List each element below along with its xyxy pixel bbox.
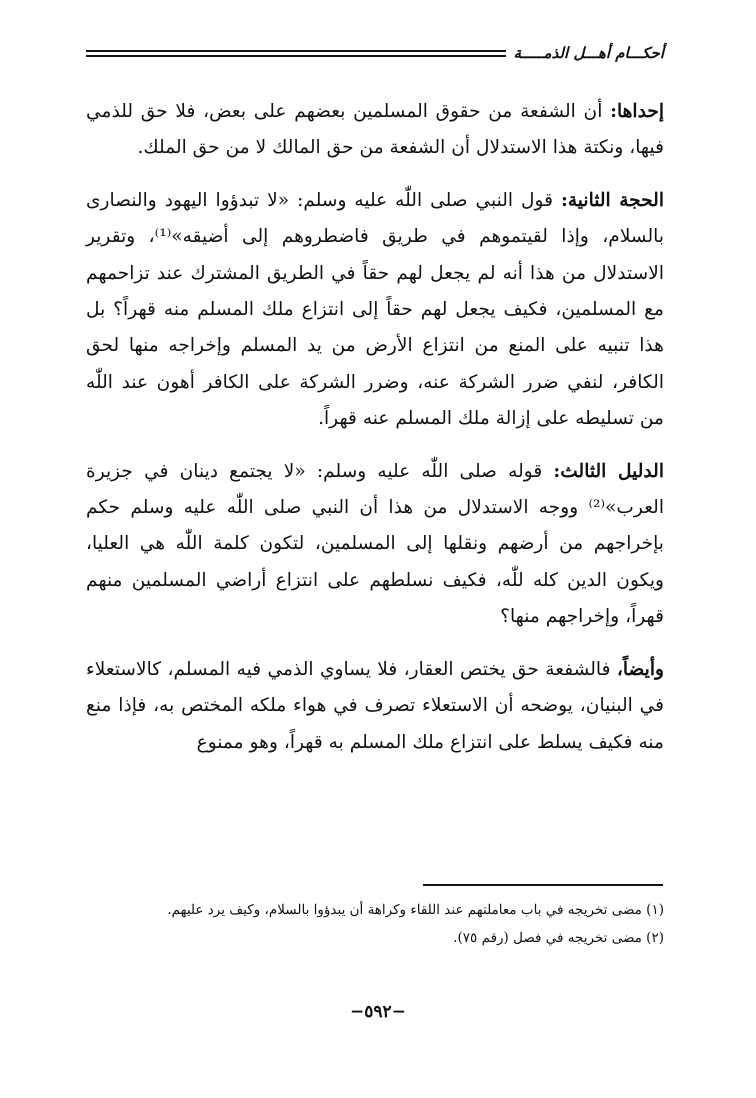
paragraph-text: قوله صلى اللّٰه عليه وسلم: «لا يجتمع دينان في جزيرة العرب»⁽²⁾ ووجه الاستدلال من هذا أن النبي صلى اللّٰه عليه وسلم حكم بإخراجهم من أرضهم ونقلها إلى المسلمين، لتكون كلمة اللّٰه هي العليا، ويكون الدين كله للّٰه، فكيف نسلطهم على انتزاع أراضي المسلمين منهم قهراً، وإخراجهم منها؟: [86, 460, 664, 628]
footnote-2: (٢) مضى تخريجه في فصل (رقم ٧٥).: [453, 930, 664, 946]
paragraph-lead: وأيضاً،: [616, 658, 664, 680]
page-header: [86, 44, 664, 62]
paragraph-second-proof: [86, 183, 664, 438]
paragraph-text: قول النبي صلى اللّٰه عليه وسلم: «لا تبدؤوا اليهود والنصارى بالسلام، وإذا لقيتموهم في طريق فاضطروهم إلى أضيقه»⁽¹⁾، وتقرير الاستدلال من هذا أنه لم يجعل لهم حقاً في الطريق المشترك عند تزاحمهم مع المسلمين، فكيف يجعل لهم حقاً إلى انتزاع ملك المسلم منه قهراً؟ بل هذا تنبيه على المنع من انتزاع الأرض من يد المسلم وإخراجه منها لحق الكافر، لنفي ضرر الشركة عنه، وضرر الشركة على الكافر أهون عند اللّٰه من تسليطه على إزالة ملك المسلم عنه قهراً.: [86, 189, 665, 430]
paragraph-lead: الدليل الثالث:: [553, 460, 664, 482]
running-title: أحكـــام أهـــل الذمـــــة: [513, 44, 664, 62]
paragraph-also: [86, 652, 664, 761]
header-rule-line: [86, 50, 506, 52]
footnote-separator: [423, 884, 663, 886]
paragraph-first-argument: [86, 94, 664, 167]
footnotes: [86, 896, 664, 952]
paragraph-lead: إحداها:: [610, 101, 664, 122]
paragraph-lead: الحجة الثانية:: [560, 189, 664, 211]
header-double-rule: [86, 50, 506, 57]
main-text: [86, 94, 664, 777]
paragraph-text: أن الشفعة من حقوق المسلمين بعضهم على بعض، فلا حق للذمي فيها، ونكتة هذا الاستدلال أن الشفعة من حق المالك لا من حق الملك.: [86, 101, 664, 159]
paragraph-third-evidence: [86, 454, 664, 636]
footnote-1: (١) مضى تخريجه في باب معاملتهم عند اللقاء وكراهة أن يبدؤوا بالسلام، وكيف يرد عليهم.: [167, 902, 664, 918]
page-number: −٥٩٢−: [350, 1002, 406, 1022]
paragraph-text: فالشفعة حق يختص العقار، فلا يساوي الذمي فيه المسلم، كالاستعلاء في البنيان، يوضحه أن الاستعلاء تصرف في هواء ملكه المختص به، فإذا منع منه فكيف يسلط على انتزاع ملك المسلم به قهراً، وهو ممنوع: [86, 658, 664, 753]
header-rule-line: [86, 55, 506, 57]
